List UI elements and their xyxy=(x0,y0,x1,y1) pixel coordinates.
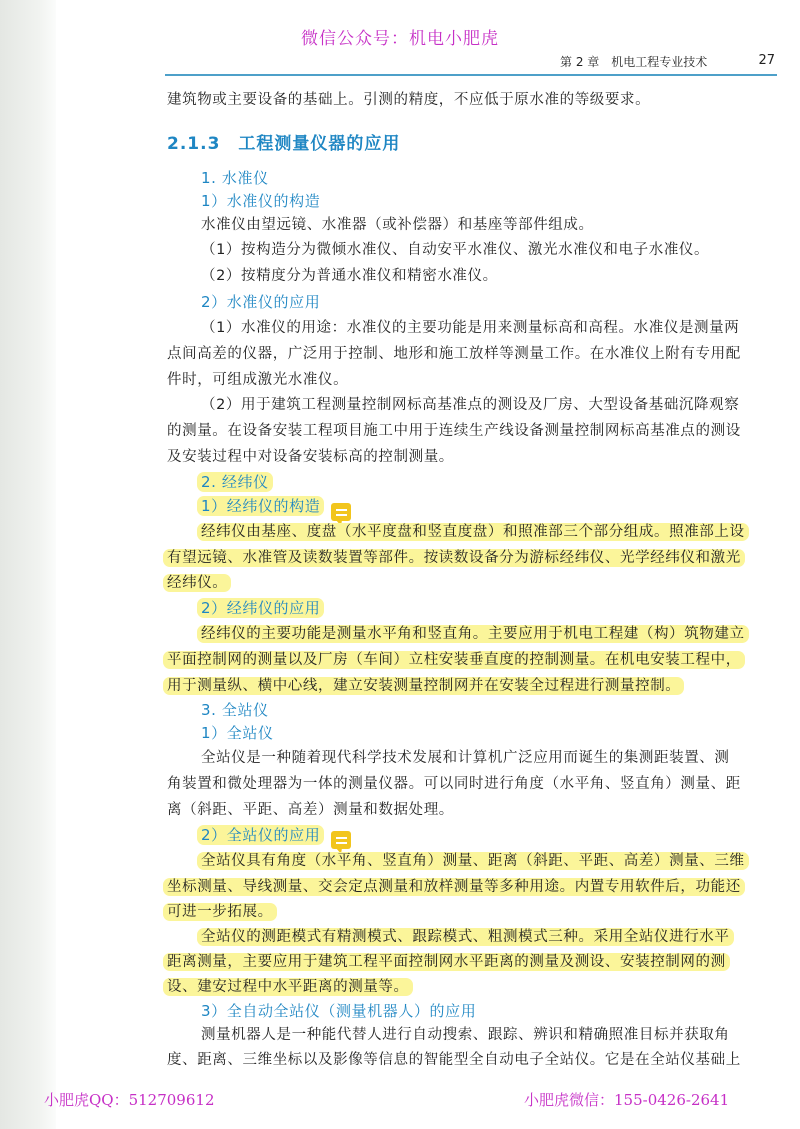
highlight-mark: 坐标测量、导线测量、交会定点测量和放样测量等多种用途。内置专用软件后，功能还 xyxy=(163,878,745,896)
body-text-highlighted xyxy=(167,650,779,670)
highlight-mark: 1）经纬仪的构造 xyxy=(197,496,324,516)
page-gutter xyxy=(0,0,56,1129)
highlight-mark: 设、建安过程中水平距离的测量等。 xyxy=(163,978,413,996)
heading-level-4: 1）水准仪的构造 xyxy=(201,192,321,210)
body-text: （2）用于建筑工程测量控制网标高基准点的测设及厂房、大型设备基础沉降观察 xyxy=(201,397,740,413)
highlight-mark: 全站仪的测距模式有精测模式、跟踪模式、粗测模式三种。采用全站仪进行水平 xyxy=(197,928,734,946)
heading-level-3: 1. 水准仪 xyxy=(201,169,269,187)
highlight-mark: 平面控制网的测量以及厂房（车间）立柱安装垂直度的控制测量。在机电安装工程中， xyxy=(163,651,745,669)
body-text: 的测量。在设备安装工程项目施工中用于连续生产线设备测量控制网标高基准点的测设 xyxy=(167,423,741,439)
heading-level-4 xyxy=(201,598,779,618)
heading-level-4: 2）水准仪的应用 xyxy=(201,293,321,311)
section-heading: 2.1.3 工程测量仪器的应用 xyxy=(167,134,401,154)
heading-level-4: 1）全站仪 xyxy=(201,724,274,742)
body-text-highlighted xyxy=(201,927,779,947)
body-text-highlighted xyxy=(201,522,779,542)
note-icon[interactable] xyxy=(331,831,351,849)
highlight-mark: 2）全站仪的应用 xyxy=(197,825,324,845)
footer-qq: 小肥虎QQ：512709612 xyxy=(44,1091,215,1109)
body-text-highlighted xyxy=(167,548,779,568)
body-text-highlighted xyxy=(167,877,779,897)
body-text: （1）水准仪的用途：水准仪的主要功能是用来测量标高和高程。水准仪是测量两 xyxy=(201,320,740,336)
body-text: 度、距离、三维坐标以及影像等信息的智能型全自动电子全站仪。它是在全站仪基础上 xyxy=(167,1052,741,1068)
heading-level-3 xyxy=(201,472,779,492)
heading-level-4 xyxy=(201,825,779,845)
running-head xyxy=(560,53,775,70)
body-text-highlighted xyxy=(167,952,779,972)
body-text: 建筑物或主要设备的基础上。引测的精度，不应低于原水准的等级要求。 xyxy=(167,92,651,108)
header-rule xyxy=(165,74,777,76)
footer-wechat: 小肥虎微信：155-0426-2641 xyxy=(524,1091,730,1109)
highlight-mark: 2. 经纬仪 xyxy=(197,472,273,492)
body-text-highlighted xyxy=(201,851,779,871)
highlight-mark: 经纬仪。 xyxy=(163,574,231,592)
body-text-highlighted xyxy=(201,624,779,644)
body-text: （2）按精度分为普通水准仪和精密水准仪。 xyxy=(201,268,498,284)
running-head-chapter: 第 2 章 机电工程专业技术 xyxy=(560,55,708,69)
watermark-top: 微信公众号：机电小肥虎 xyxy=(301,29,499,49)
heading-level-3: 3. 全站仪 xyxy=(201,701,269,719)
body-text: 及安装过程中对设备安装标高的控制测量。 xyxy=(167,449,454,465)
highlight-mark: 有望远镜、水准管及读数装置等部件。按读数设备分为游标经纬仪、光学经纬仪和激光 xyxy=(163,549,745,567)
body-text: 测量机器人是一种能代替人进行自动搜索、跟踪、辨识和精确照准目标并获取角 xyxy=(201,1027,730,1043)
body-text-highlighted xyxy=(167,902,779,922)
page-number: 27 xyxy=(758,53,775,68)
highlight-mark: 全站仪具有角度（水平角、竖直角）测量、距离（斜距、平距、高差）测量、三维 xyxy=(197,852,749,870)
body-text: 角装置和微处理器为一体的测量仪器。可以同时进行角度（水平角、竖直角）测量、距 xyxy=(167,776,741,792)
body-text: 点间高差的仪器，广泛用于控制、地形和施工放样等测量工作。在水准仪上附有专用配 xyxy=(167,346,741,362)
highlight-mark: 2）经纬仪的应用 xyxy=(197,598,324,618)
heading-level-4 xyxy=(201,496,779,516)
body-text: 全站仪是一种随着现代科学技术发展和计算机广泛应用而诞生的集测距装置、测 xyxy=(201,750,730,766)
body-text-highlighted xyxy=(167,977,779,997)
body-text: 离（斜距、平距、高差）测量和数据处理。 xyxy=(167,802,454,818)
highlight-mark: 经纬仪的主要功能是测量水平角和竖直角。主要应用于机电工程建（构）筑物建立 xyxy=(197,625,749,643)
body-text: （1）按构造分为微倾水准仪、自动安平水准仪、激光水准仪和电子水准仪。 xyxy=(201,242,710,258)
body-text-highlighted xyxy=(167,573,779,593)
heading-level-4: 3）全自动全站仪（测量机器人）的应用 xyxy=(201,1002,477,1020)
note-icon[interactable] xyxy=(331,503,351,521)
highlight-mark: 用于测量纵、横中心线，建立安装测量控制网并在安装全过程进行测量控制。 xyxy=(163,677,684,695)
highlight-mark: 经纬仪由基座、度盘（水平度盘和竖直度盘）和照准部三个部分组成。照准部上设 xyxy=(197,523,749,541)
body-text: 件时，可组成激光水准仪。 xyxy=(167,372,349,388)
body-text-highlighted xyxy=(167,676,779,696)
highlight-mark: 距离测量，主要应用于建筑工程平面控制网水平距离的测量及测设、安装控制网的测 xyxy=(163,953,730,971)
highlight-mark: 可进一步拓展。 xyxy=(163,903,277,921)
body-text: 水准仪由望远镜、水准器（或补偿器）和基座等部件组成。 xyxy=(201,217,594,233)
